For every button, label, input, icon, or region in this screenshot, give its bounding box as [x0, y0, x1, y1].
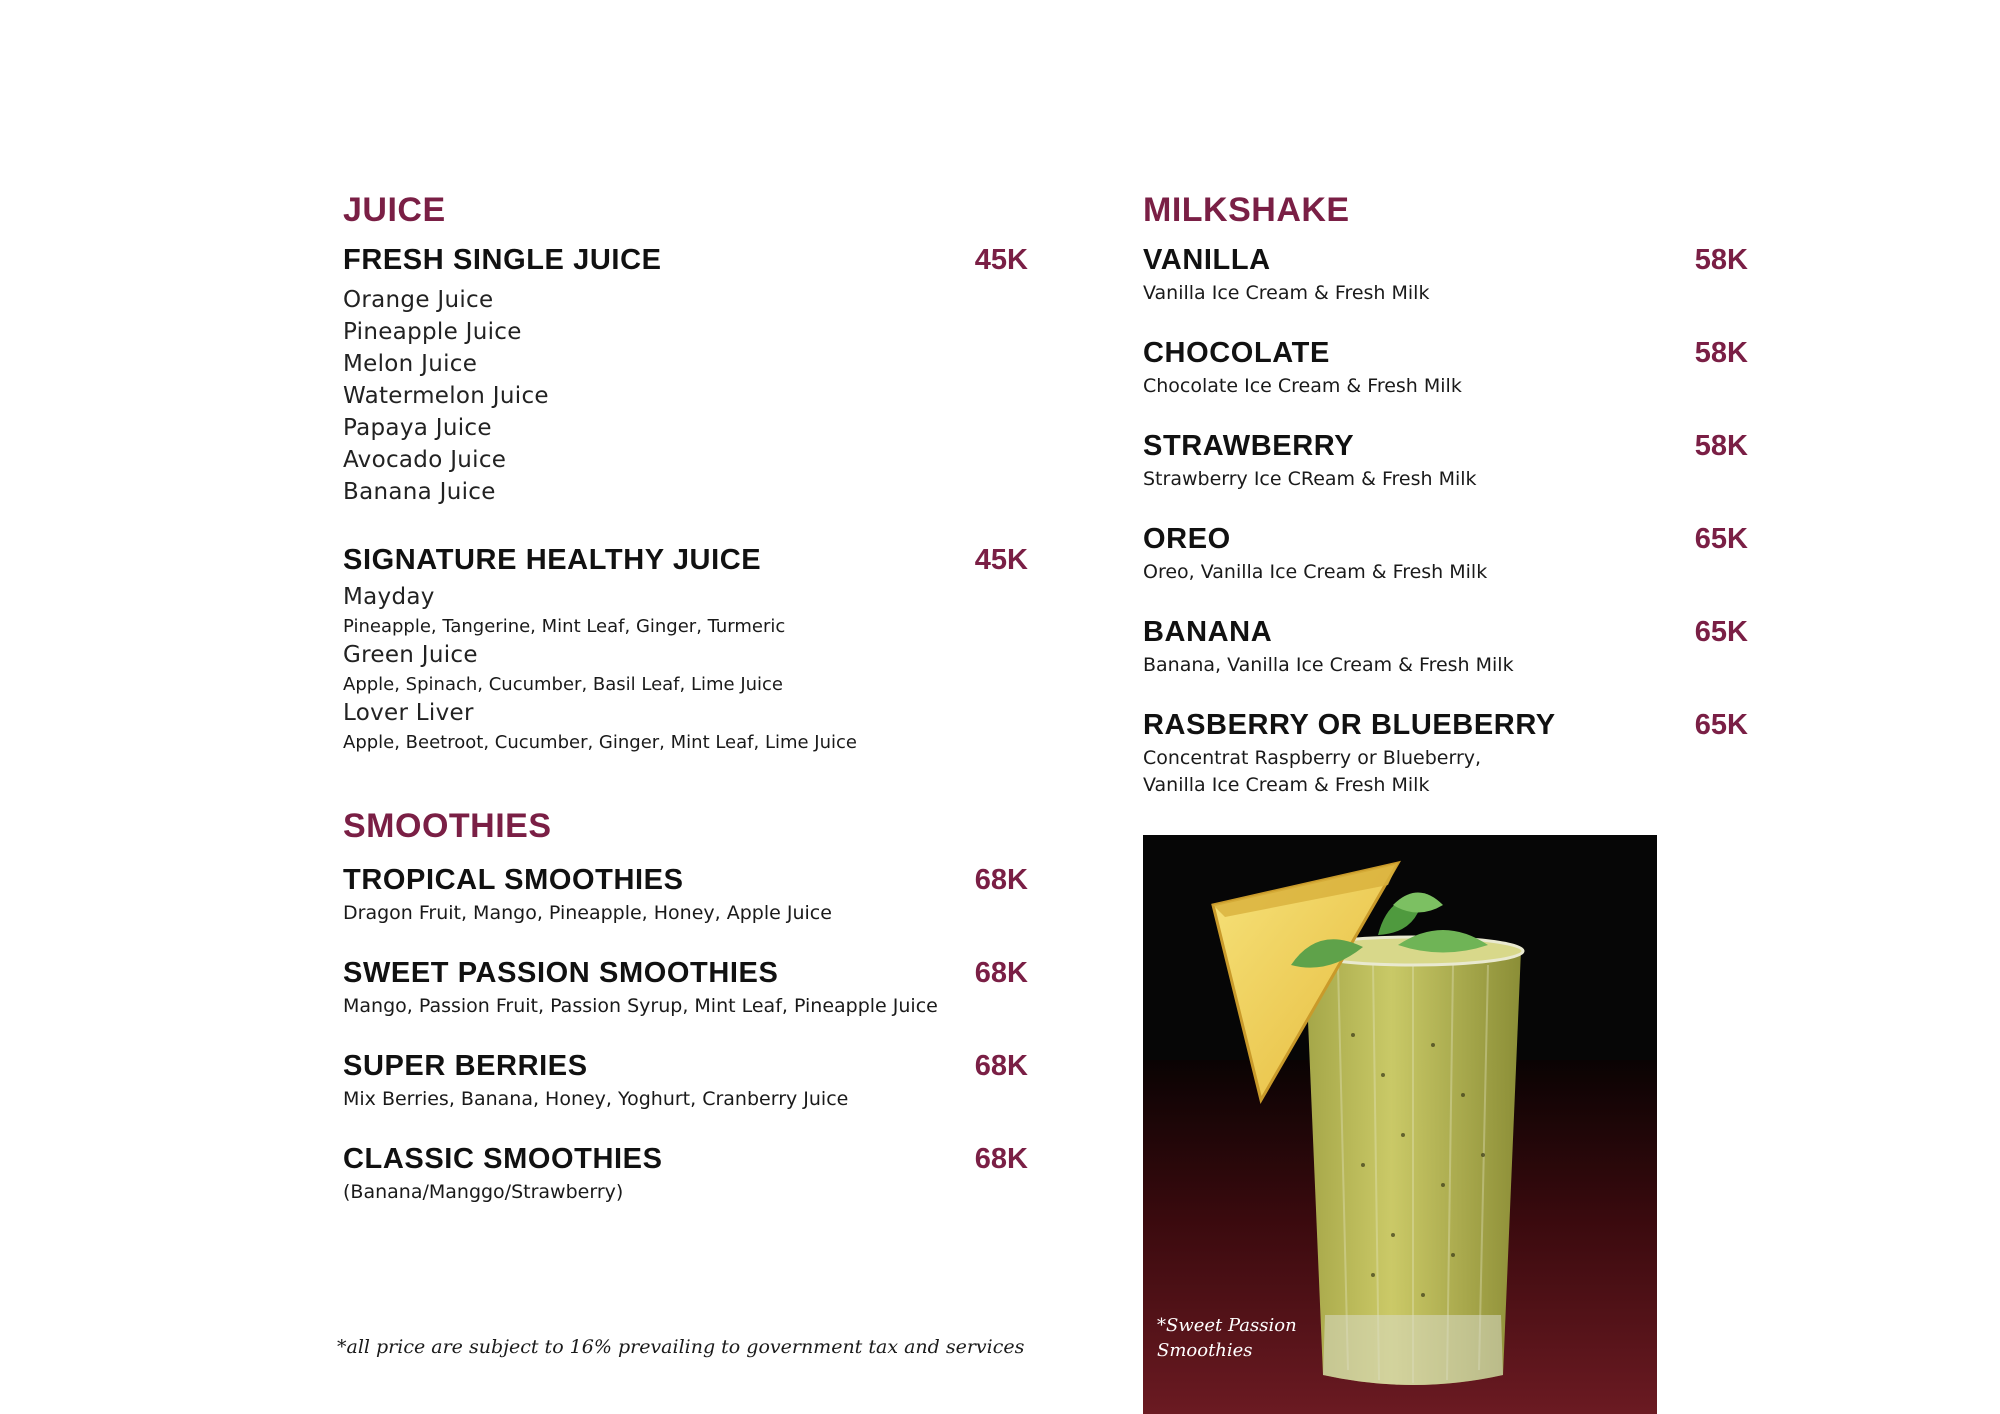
list-item: Banana Juice: [343, 479, 496, 505]
photo-caption: *Sweet Passion Smoothies: [1157, 1315, 1297, 1361]
item-description: Mix Berries, Banana, Honey, Yoghurt, Cranberry Juice: [343, 1088, 849, 1110]
smoothie-photo: [1143, 835, 1657, 1414]
fresh-juice-list: [343, 284, 1028, 508]
smoothie-item: [343, 1139, 1028, 1206]
item-name: FRESH SINGLE JUICE: [343, 244, 662, 276]
milkshake-item: [1143, 612, 1748, 679]
item-name: VANILLA: [1143, 244, 1271, 276]
juice-name: Mayday: [343, 584, 435, 610]
smoothie-item: [343, 953, 1028, 1020]
item-name: OREO: [1143, 523, 1231, 555]
item-description: Oreo, Vanilla Ice Cream & Fresh Milk: [1143, 561, 1488, 583]
item-price: 68K: [974, 1143, 1028, 1175]
item-description: Strawberry Ice CReam & Fresh Milk: [1143, 468, 1477, 490]
tax-footnote: *all price are subject to 16% prevailing to government tax and services: [337, 1336, 1025, 1358]
list-item: Papaya Juice: [343, 415, 492, 441]
item-description: Dragon Fruit, Mango, Pineapple, Honey, Apple Juice: [343, 902, 832, 924]
left-column: [343, 188, 1028, 1206]
milkshake-item: [1143, 426, 1748, 493]
right-column: [1143, 188, 1748, 799]
juice-ingredients: Apple, Beetroot, Cucumber, Ginger, Mint Leaf, Lime Juice: [343, 732, 857, 753]
juice-ingredients: Pineapple, Tangerine, Mint Leaf, Ginger, Turmeric: [343, 616, 786, 637]
item-name: SUPER BERRIES: [343, 1050, 588, 1082]
item-name: SWEET PASSION SMOOTHIES: [343, 957, 779, 989]
item-price: 45K: [974, 544, 1028, 576]
item-price: 65K: [1694, 616, 1748, 648]
item-price: 68K: [974, 864, 1028, 896]
item-description: Vanilla Ice Cream & Fresh Milk: [1143, 282, 1430, 304]
item-description: Concentrat Raspberry or Blueberry, Vanilla Ice Cream & Fresh Milk: [1143, 747, 1482, 796]
item-name: STRAWBERRY: [1143, 430, 1355, 462]
item-name: TROPICAL SMOOTHIES: [343, 864, 684, 896]
item-price: 58K: [1694, 430, 1748, 462]
item-price: 65K: [1694, 523, 1748, 555]
list-item: Melon Juice: [343, 351, 478, 377]
juice-name: Green Juice: [343, 642, 478, 668]
smoothies-section-title: SMOOTHIES: [343, 807, 552, 845]
item-name: SIGNATURE HEALTHY JUICE: [343, 544, 762, 576]
item-name: CHOCOLATE: [1143, 337, 1330, 369]
list-item: Avocado Juice: [343, 447, 507, 473]
juice-name: Lover Liver: [343, 700, 474, 726]
item-description: Banana, Vanilla Ice Cream & Fresh Milk: [1143, 654, 1514, 676]
item-description: (Banana/Manggo/Strawberry): [343, 1181, 624, 1203]
item-price: 65K: [1694, 709, 1748, 741]
list-item: Orange Juice: [343, 287, 494, 313]
milkshake-item: [1143, 240, 1748, 307]
item-price: 68K: [974, 1050, 1028, 1082]
smoothie-item: [343, 1046, 1028, 1113]
item-description: Chocolate Ice Cream & Fresh Milk: [1143, 375, 1462, 397]
item-price: 58K: [1694, 337, 1748, 369]
milkshake-item: [1143, 705, 1748, 799]
item-name: RASBERRY OR BLUEBERRY: [1143, 709, 1556, 741]
item-name: BANANA: [1143, 616, 1273, 648]
juice-section-title: JUICE: [343, 191, 446, 229]
item-description: Mango, Passion Fruit, Passion Syrup, Mint Leaf, Pineapple Juice: [343, 995, 938, 1017]
item-price: 58K: [1694, 244, 1748, 276]
signature-healthy-juice-item: [343, 540, 1028, 756]
item-price: 45K: [974, 244, 1028, 276]
item-price: 68K: [974, 957, 1028, 989]
milkshake-item: [1143, 519, 1748, 586]
smoothie-item: [343, 860, 1028, 927]
milkshake-item: [1143, 333, 1748, 400]
item-name: CLASSIC SMOOTHIES: [343, 1143, 663, 1175]
fresh-single-juice-item: [343, 240, 1028, 508]
list-item: Watermelon Juice: [343, 383, 549, 409]
milkshake-section-title: MILKSHAKE: [1143, 191, 1350, 229]
signature-juice-list: [343, 582, 1028, 756]
juice-ingredients: Apple, Spinach, Cucumber, Basil Leaf, Lime Juice: [343, 674, 784, 695]
list-item: Pineapple Juice: [343, 319, 522, 345]
